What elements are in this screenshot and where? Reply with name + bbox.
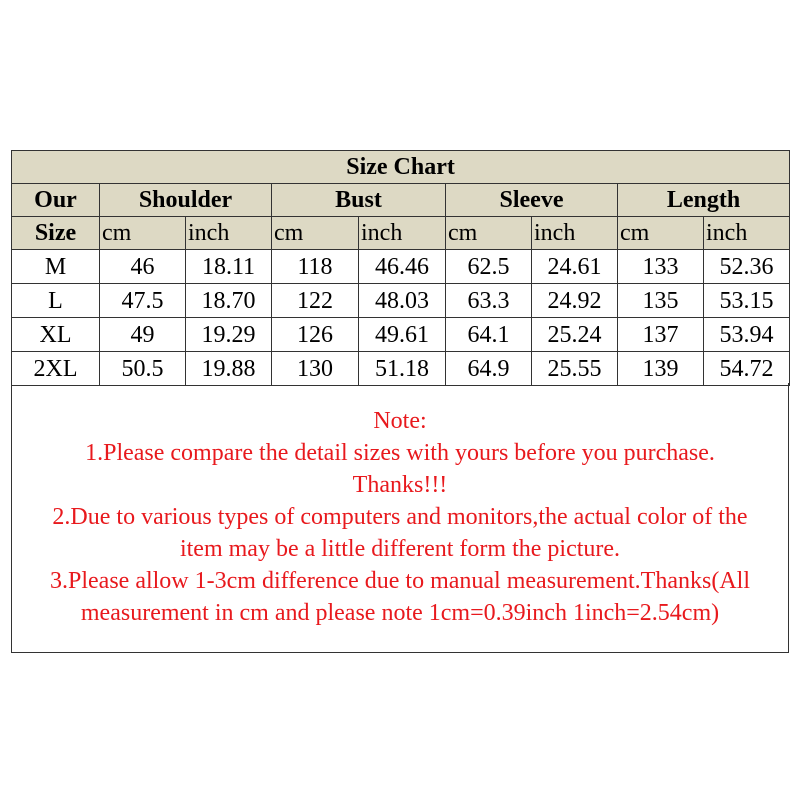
table-cell: 24.92 bbox=[532, 284, 618, 318]
table-cell: 19.29 bbox=[186, 318, 272, 352]
bust-header: Bust bbox=[272, 184, 446, 217]
unit-inch: inch bbox=[359, 217, 446, 250]
unit-cm: cm bbox=[100, 217, 186, 250]
table-cell: 64.9 bbox=[446, 352, 532, 386]
table-cell: 52.36 bbox=[704, 250, 790, 284]
table-cell: 50.5 bbox=[100, 352, 186, 386]
table-cell: 46 bbox=[100, 250, 186, 284]
table-cell: 135 bbox=[618, 284, 704, 318]
unit-header-row bbox=[12, 217, 790, 250]
note-line: measurement in cm and please note 1cm=0.39inch 1inch=2.54cm) bbox=[80, 600, 720, 626]
table-cell: 49 bbox=[100, 318, 186, 352]
table-cell: 54.72 bbox=[704, 352, 790, 386]
table-cell: 53.15 bbox=[704, 284, 790, 318]
length-header: Length bbox=[618, 184, 790, 217]
table-cell: 130 bbox=[272, 352, 359, 386]
note-line: item may be a little different form the picture. bbox=[179, 536, 621, 562]
table-row bbox=[12, 284, 790, 318]
unit-inch: inch bbox=[704, 217, 790, 250]
size-header-top: Our bbox=[12, 184, 100, 217]
table-cell: 18.11 bbox=[186, 250, 272, 284]
table-cell: 46.46 bbox=[359, 250, 446, 284]
table-cell: 63.3 bbox=[446, 284, 532, 318]
size-chart-table bbox=[11, 150, 790, 386]
table-row bbox=[12, 250, 790, 284]
table-cell: 18.70 bbox=[186, 284, 272, 318]
group-header-row bbox=[12, 184, 790, 217]
table-cell: 19.88 bbox=[186, 352, 272, 386]
table-cell: 139 bbox=[618, 352, 704, 386]
size-cell: XL bbox=[12, 318, 100, 352]
table-cell: 126 bbox=[272, 318, 359, 352]
size-cell: M bbox=[12, 250, 100, 284]
table-cell: 64.1 bbox=[446, 318, 532, 352]
unit-cm: cm bbox=[618, 217, 704, 250]
size-cell: 2XL bbox=[12, 352, 100, 386]
table-cell: 62.5 bbox=[446, 250, 532, 284]
table-cell: 24.61 bbox=[532, 250, 618, 284]
size-header-bottom: Size bbox=[12, 217, 100, 250]
size-cell: L bbox=[12, 284, 100, 318]
note-line: 3.Please allow 1-3cm difference due to manual measurement.Thanks(All bbox=[50, 568, 750, 594]
table-cell: 51.18 bbox=[359, 352, 446, 386]
unit-inch: inch bbox=[186, 217, 272, 250]
notes-box bbox=[11, 383, 789, 653]
table-row bbox=[12, 352, 790, 386]
table-cell: 25.24 bbox=[532, 318, 618, 352]
unit-cm: cm bbox=[272, 217, 359, 250]
note-line: 1.Please compare the detail sizes with yours before you purchase. bbox=[85, 440, 715, 466]
shoulder-header: Shoulder bbox=[100, 184, 272, 217]
table-cell: 133 bbox=[618, 250, 704, 284]
table-cell: 49.61 bbox=[359, 318, 446, 352]
unit-inch: inch bbox=[532, 217, 618, 250]
note-heading: Note: bbox=[373, 408, 427, 434]
table-cell: 122 bbox=[272, 284, 359, 318]
table-cell: 25.55 bbox=[532, 352, 618, 386]
table-cell: 47.5 bbox=[100, 284, 186, 318]
table-title: Size Chart bbox=[12, 151, 790, 184]
note-line: Thanks!!! bbox=[352, 472, 448, 498]
unit-cm: cm bbox=[446, 217, 532, 250]
title-row bbox=[12, 151, 790, 184]
table-row bbox=[12, 318, 790, 352]
table-cell: 118 bbox=[272, 250, 359, 284]
sleeve-header: Sleeve bbox=[446, 184, 618, 217]
table-cell: 48.03 bbox=[359, 284, 446, 318]
note-line: 2.Due to various types of computers and monitors,the actual color of the bbox=[52, 504, 748, 530]
table-cell: 137 bbox=[618, 318, 704, 352]
table-cell: 53.94 bbox=[704, 318, 790, 352]
